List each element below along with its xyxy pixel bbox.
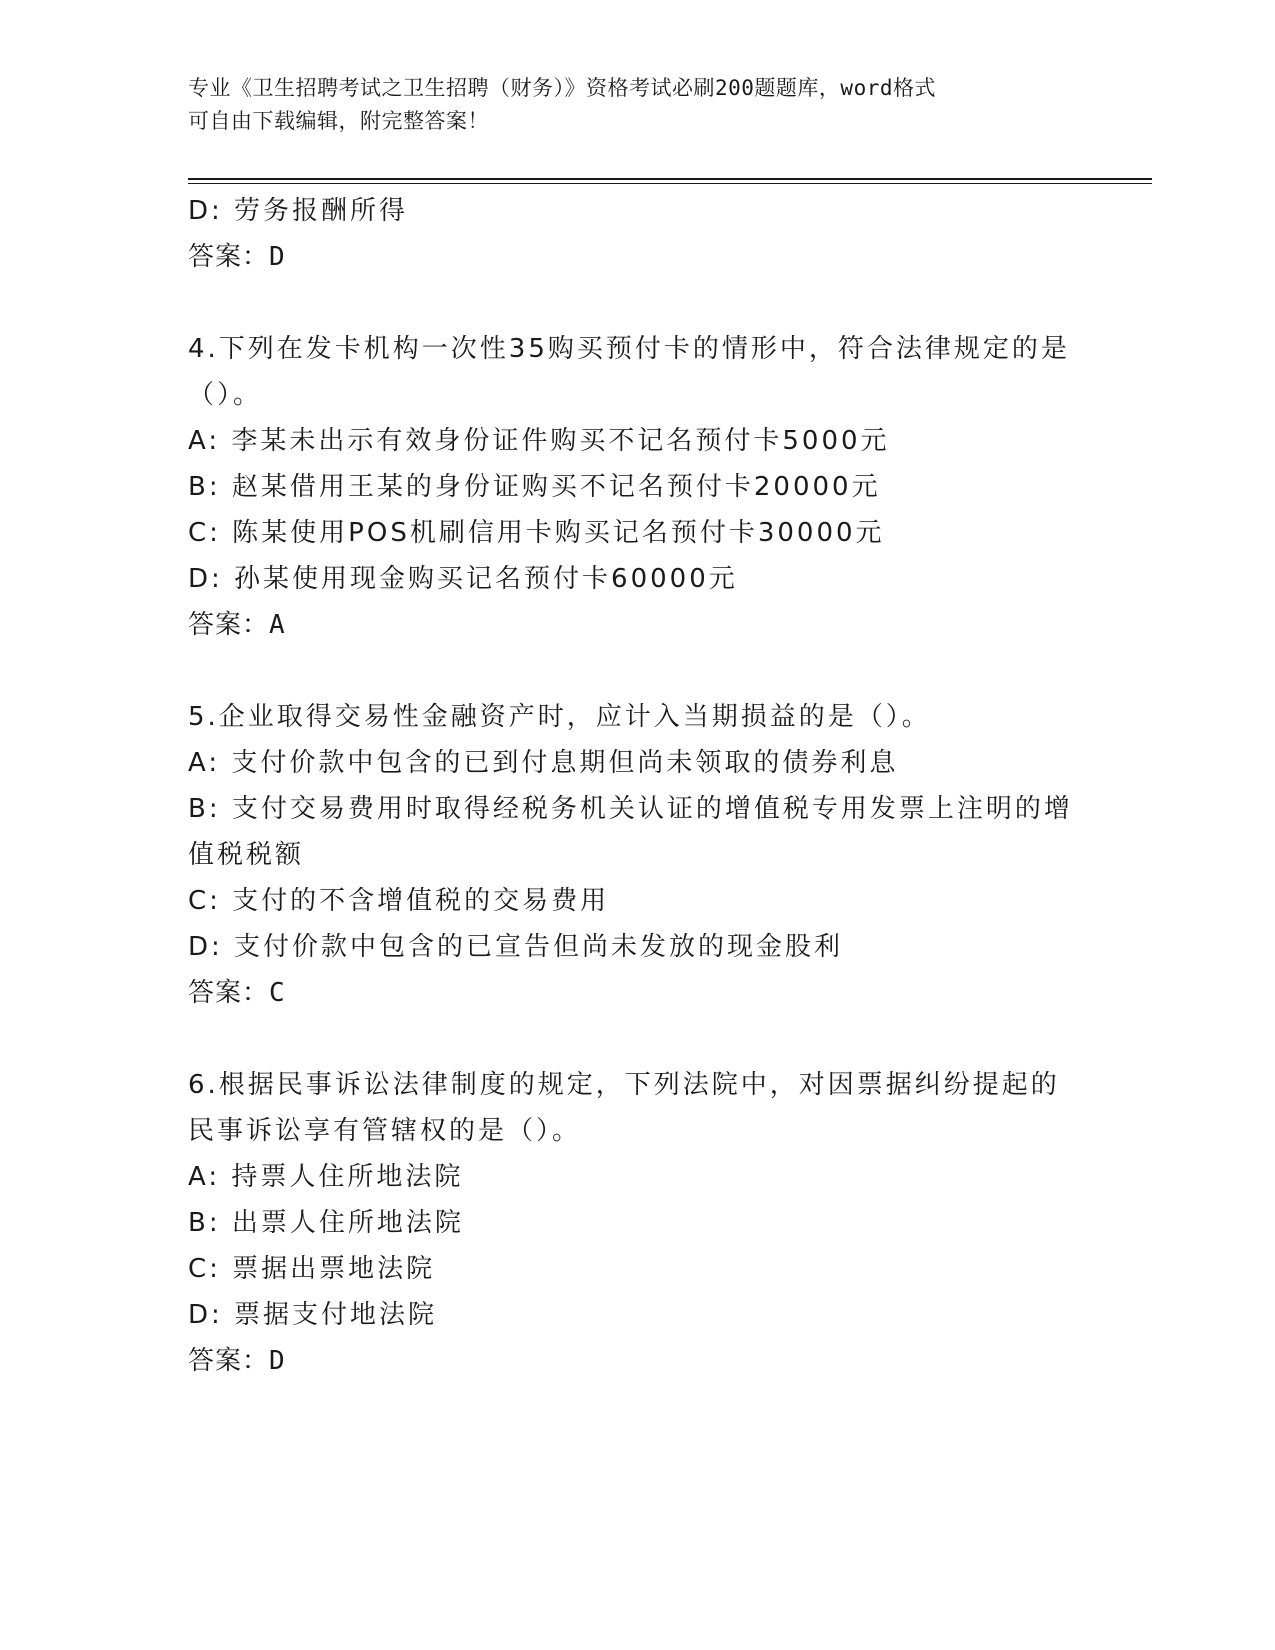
header-divider-thin — [188, 183, 1152, 184]
q3-answer: 答案：D — [188, 242, 286, 272]
q6-option-a: A: 持票人住所地法院 — [188, 1162, 464, 1192]
spacer — [188, 280, 1088, 326]
question-3-tail — [188, 188, 1088, 280]
q4-option-c: C: 陈某使用POS机刷信用卡购买记名预付卡30000元 — [188, 518, 885, 548]
q4-answer: 答案：A — [188, 610, 286, 640]
q6-stem-line-2: 民事诉讼享有管辖权的是（）。 — [188, 1116, 582, 1146]
q4-option-a: A: 李某未出示有效身份证件购买不记名预付卡5000元 — [188, 426, 890, 456]
header-divider-thick — [188, 178, 1152, 180]
q5-option-a: A: 支付价款中包含的已到付息期但尚未领取的债券利息 — [188, 748, 899, 778]
question-6 — [188, 1062, 1088, 1384]
q5-stem-line-1: 5.企业取得交易性金融资产时，应计入当期损益的是（）。 — [188, 702, 931, 732]
q5-option-b-line-2: 值税税额 — [188, 840, 305, 870]
q5-option-d: D: 支付价款中包含的已宣告但尚未发放的现金股利 — [188, 932, 844, 962]
question-5 — [188, 694, 1088, 1016]
q4-stem-line-2: （）。 — [188, 380, 263, 410]
q6-answer: 答案：D — [188, 1346, 286, 1376]
question-list — [188, 188, 1088, 1384]
q3-option-d: D: 劳务报酬所得 — [188, 196, 409, 226]
q5-answer: 答案：C — [188, 978, 286, 1008]
header-title-line-2: 可自由下载编辑，附完整答案！ — [188, 109, 489, 133]
q4-option-b: B: 赵某借用王某的身份证购买不记名预付卡20000元 — [188, 472, 881, 502]
q6-option-b: B: 出票人住所地法院 — [188, 1208, 464, 1238]
q4-option-d: D: 孙某使用现金购买记名预付卡60000元 — [188, 564, 738, 594]
q5-option-b-line-1: B: 支付交易费用时取得经税务机关认证的增值税专用发票上注明的增 — [188, 794, 1073, 824]
q6-option-d: D: 票据支付地法院 — [188, 1300, 438, 1330]
page-header — [188, 72, 1088, 138]
q6-stem-line-1: 6.根据民事诉讼法律制度的规定，下列法院中，对因票据纠纷提起的 — [188, 1070, 1060, 1100]
header-title-line-1: 专业《卫生招聘考试之卫生招聘（财务）》资格考试必刷200题题库，word格式 — [188, 76, 936, 100]
q6-option-c: C: 票据出票地法院 — [188, 1254, 436, 1284]
spacer — [188, 648, 1088, 694]
question-4 — [188, 326, 1088, 648]
spacer — [188, 1016, 1088, 1062]
q5-option-c: C: 支付的不含增值税的交易费用 — [188, 886, 610, 916]
q4-stem-line-1: 4.下列在发卡机构一次性35购买预付卡的情形中，符合法律规定的是 — [188, 334, 1070, 364]
